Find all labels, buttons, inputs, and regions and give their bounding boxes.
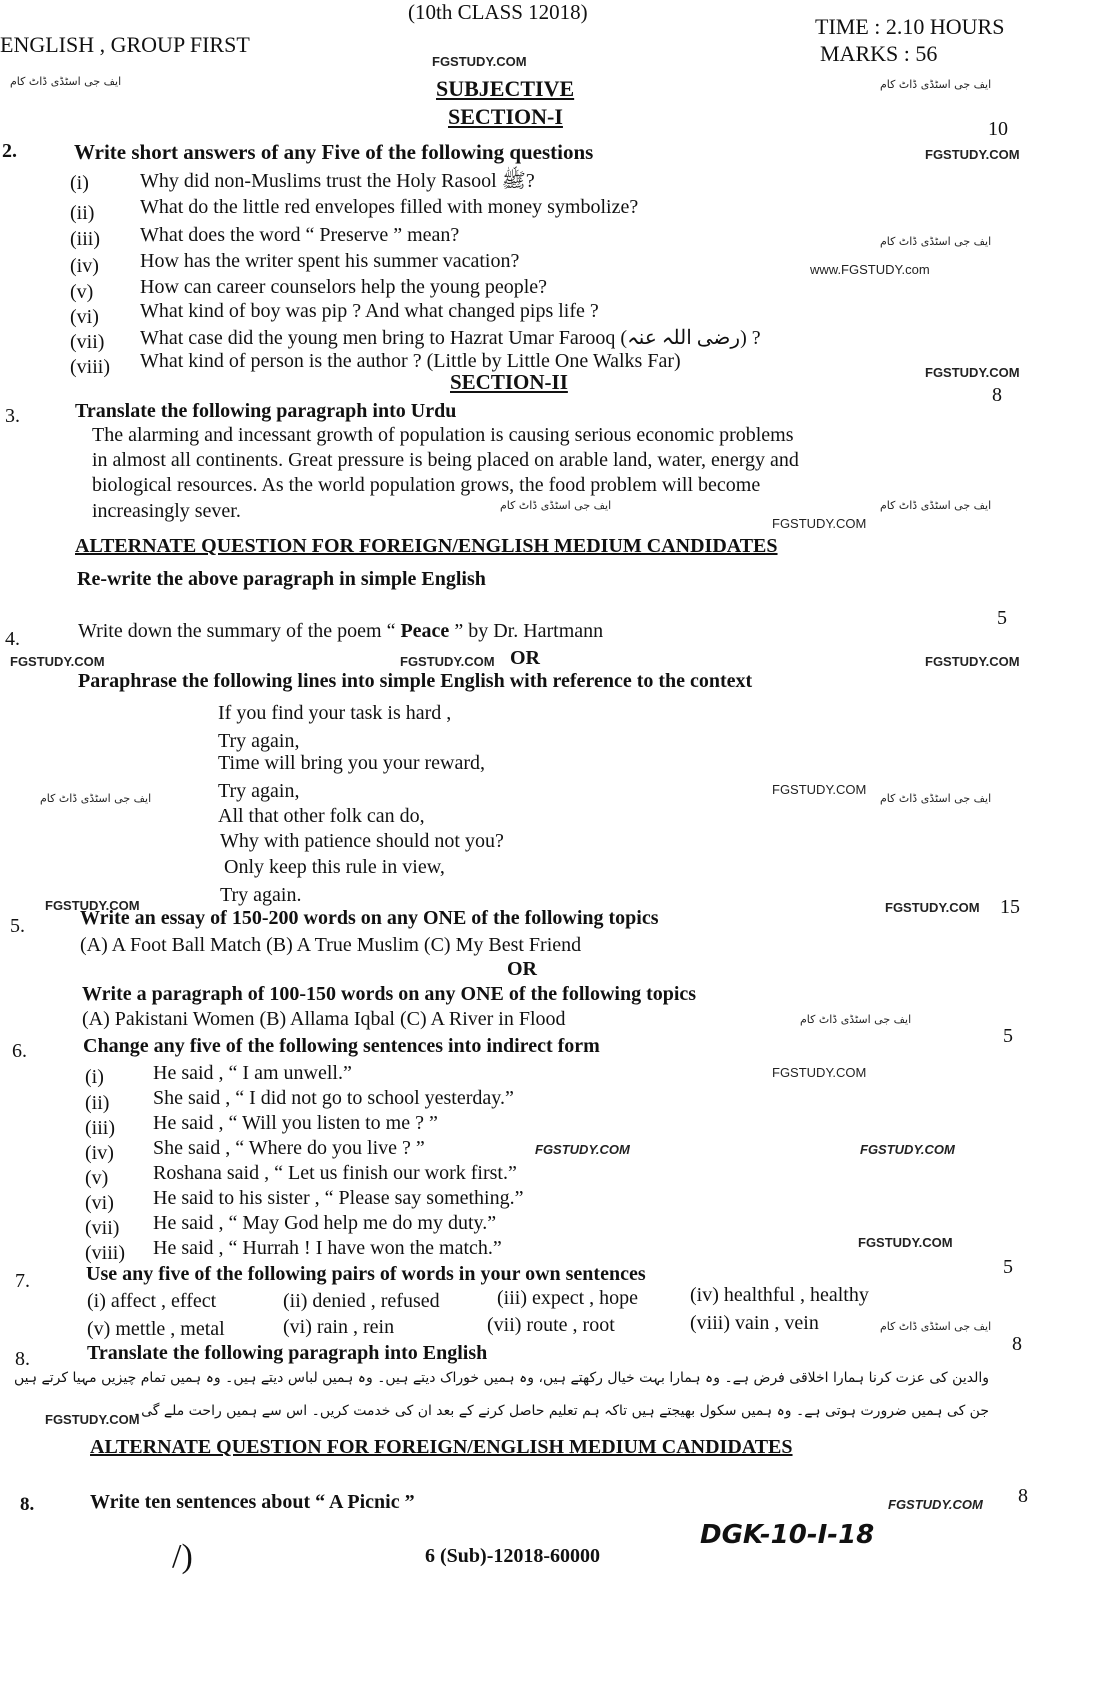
watermark: FGSTUDY.COM (858, 1235, 953, 1250)
item-number: (i) (85, 1066, 104, 1088)
q3-alternate: Re-write the above paragraph in simple English (77, 568, 486, 590)
poem-line: Time will bring you your reward, (218, 752, 486, 774)
q7-marks: 5 (1003, 1256, 1013, 1278)
item-number: (viii) (85, 1242, 125, 1264)
q7-title: Use any five of the following pairs of words in your own sentences (86, 1263, 646, 1285)
sentence-item: He said , “ Hurrah ! I have won the match.” (153, 1237, 502, 1259)
item-number: (iii) (70, 228, 100, 250)
subjective-heading: SUBJECTIVE (436, 76, 575, 101)
item-number: (vi) (85, 1192, 114, 1214)
q5-marks: 15 (1000, 896, 1020, 918)
watermark: FGSTUDY.COM (45, 1412, 140, 1427)
marks: MARKS : 56 (820, 41, 938, 66)
q5-title-2: Write a paragraph of 100-150 words on any ONE of the following topics (82, 983, 697, 1005)
essay-topics: (A) A Foot Ball Match (B) A True Muslim (C) My Best Friend (80, 934, 582, 956)
q3-marks: 8 (992, 384, 1002, 406)
watermark: FGSTUDY.COM (925, 147, 1020, 162)
item-number: (iv) (70, 255, 99, 277)
item-number: (vi) (70, 306, 99, 328)
poem-line: All that other folk can do, (218, 805, 425, 827)
q6-marks: 5 (1003, 1025, 1013, 1047)
q8-alt-marks: 8 (1018, 1485, 1028, 1507)
q2-number: 2. (2, 140, 17, 162)
watermark-urdu: ایف جی اسٹڈی ڈاٹ کام (880, 792, 992, 805)
item-number: (vii) (85, 1217, 120, 1239)
alternate-heading: ALTERNATE QUESTION FOR FOREIGN/ENGLISH MEDIUM CANDIDATES (90, 1436, 793, 1458)
question-item: What do the little red envelopes filled with money symbolize? (140, 196, 639, 218)
watermark: FGSTUDY.COM (772, 782, 867, 797)
poem-line: Try again, (218, 730, 300, 752)
watermark-urdu: ایف جی اسٹڈی ڈاٹ کام (880, 235, 992, 248)
watermark: FGSTUDY.COM (535, 1142, 630, 1157)
watermark: FGSTUDY.COM (45, 898, 140, 913)
watermark-urdu: ایف جی اسٹڈی ڈاٹ کام (10, 75, 122, 88)
watermark: www.FGSTUDY.com (810, 262, 930, 277)
paragraph-line: in almost all continents. Great pressure is being placed on arable land, water, energy and (92, 449, 799, 471)
word-pair: (i) affect , effect (87, 1290, 217, 1312)
item-number: (v) (70, 281, 94, 303)
question-item: What does the word “ Preserve ” mean? (140, 224, 460, 246)
or-separator: OR (510, 647, 540, 669)
watermark: FGSTUDY.COM (925, 365, 1020, 380)
section-2-heading: SECTION-II (450, 370, 568, 394)
q3-title: Translate the following paragraph into Urdu (75, 400, 457, 422)
q8-number: 8. (15, 1348, 30, 1370)
q4-paraphrase: Paraphrase the following lines into simple English with reference to the context (78, 670, 753, 692)
word-pair: (vii) route , root (487, 1314, 615, 1336)
sentence-item: Roshana said , “ Let us finish our work first.” (153, 1162, 517, 1184)
question-item: What case did the young men bring to Hazrat Umar Farooq (رضی اللہ عنہ) ? (140, 327, 761, 349)
question-item: How can career counselors help the young people? (140, 276, 548, 298)
q3-number: 3. (5, 405, 20, 427)
q2-marks: 10 (988, 118, 1008, 140)
q8-title: Translate the following paragraph into English (87, 1342, 488, 1364)
word-pair: (ii) denied , refused (283, 1290, 440, 1312)
q4-number: 4. (5, 628, 20, 650)
sentence-item: He said to his sister , “ Please say something.” (153, 1187, 524, 1209)
item-number: (ii) (70, 202, 95, 224)
watermark-urdu: ایف جی اسٹڈی ڈاٹ کام (500, 499, 612, 512)
word-pair: (iii) expect , hope (497, 1287, 639, 1309)
poem-line: Try again. (220, 884, 302, 906)
q5-title: Write an essay of 150-200 words on any ONE of the following topics (80, 907, 659, 929)
paragraph-line: The alarming and incessant growth of population is causing serious economic problems (92, 424, 794, 446)
poem-line: If you find your task is hard , (218, 702, 452, 724)
poem-line: Why with patience should not you? (220, 830, 504, 852)
paragraph-line: biological resources. As the world population grows, the food problem will become (92, 474, 761, 496)
section-1-heading: SECTION-I (448, 104, 563, 129)
watermark: FGSTUDY.COM (772, 1065, 867, 1080)
paper-code: 6 (Sub)-12018-60000 (425, 1545, 601, 1567)
watermark: FGSTUDY.COM (10, 654, 105, 669)
or-separator: OR (507, 958, 537, 980)
watermark-urdu: ایف جی اسٹڈی ڈاٹ کام (880, 499, 992, 512)
watermark: FGSTUDY.COM (400, 654, 495, 669)
word-pair: (vi) rain , rein (283, 1316, 395, 1338)
sentence-item: He said , “ Will you listen to me ? ” (153, 1112, 438, 1134)
item-number: (viii) (70, 356, 110, 378)
handwritten-mark: /) (172, 1538, 193, 1575)
q4-title: Write down the summary of the poem “ Peace ” by Dr. Hartmann (78, 620, 604, 642)
item-number: (i) (70, 172, 89, 194)
paragraph-topics: (A) Pakistani Women (B) Allama Iqbal (C) A River in Flood (82, 1008, 566, 1030)
poem-line: Try again, (218, 780, 300, 802)
watermark: FGSTUDY.COM (925, 654, 1020, 669)
q8-marks: 8 (1012, 1333, 1022, 1355)
q7-number: 7. (15, 1270, 30, 1292)
word-pair: (viii) vain , vein (690, 1312, 819, 1334)
item-number: (iii) (85, 1117, 115, 1139)
time: TIME : 2.10 HOURS (815, 14, 1005, 39)
sentence-item: He said , “ I am unwell.” (153, 1062, 352, 1084)
watermark-urdu: ایف جی اسٹڈی ڈاٹ کام (880, 1320, 992, 1333)
watermark-urdu: ایف جی اسٹڈی ڈاٹ کام (880, 78, 992, 91)
watermark: FGSTUDY.COM (885, 900, 980, 915)
question-item: Why did non-Muslims trust the Holy Rasool ﷺ? (140, 170, 535, 192)
watermark: FGSTUDY.COM (432, 54, 527, 69)
q5-number: 5. (10, 915, 25, 937)
watermark: FGSTUDY.COM (888, 1497, 983, 1512)
q2-title: Write short answers of any Five of the following questions (74, 140, 594, 164)
sentence-item: He said , “ May God help me do my duty.” (153, 1212, 497, 1234)
paragraph-line: increasingly sever. (92, 500, 241, 522)
word-pair: (iv) healthful , healthy (690, 1284, 869, 1306)
handwritten-code: DGK-10-I-18 (700, 1520, 875, 1550)
word-pair: (v) mettle , metal (87, 1318, 225, 1340)
watermark-urdu: ایف جی اسٹڈی ڈاٹ کام (800, 1013, 912, 1026)
item-number: (ii) (85, 1092, 110, 1114)
urdu-paragraph-line: جن کی ہمیں ضرورت ہوتی ہے۔ وہ ہمیں سکول بھیجتے ہیں تاکہ ہم تعلیم حاصل کرنے کے بعد ان کی خدمت کریں۔ اس سے ہمیں راحت ملے گی۔ (132, 1403, 989, 1419)
alternate-heading: ALTERNATE QUESTION FOR FOREIGN/ENGLISH MEDIUM CANDIDATES (75, 535, 778, 557)
watermark: FGSTUDY.COM (772, 516, 867, 531)
class-header: (10th CLASS 12018) (408, 0, 588, 24)
sentence-item: She said , “ Where do you live ? ” (153, 1137, 425, 1159)
urdu-paragraph-line: والدین کی عزت کرنا ہمارا اخلاقی فرض ہے۔ وہ ہمارا بہت خیال رکھتے ہیں، وہ ہمیں خوراک دیتے ہیں۔ وہ ہمیں لباس دیتے ہیں۔ وہ ہمیں تمام چیزیں مہیا کرتے ہیں (13, 1370, 989, 1386)
item-number: (v) (85, 1167, 109, 1189)
q8-alt-number: 8. (20, 1494, 35, 1515)
q6-number: 6. (12, 1040, 27, 1062)
sentence-item: She said , “ I did not go to school yesterday.” (153, 1087, 514, 1109)
item-number: (vii) (70, 331, 105, 353)
q6-title: Change any five of the following sentences into indirect form (83, 1035, 600, 1057)
question-item: What kind of boy was pip ? And what changed pips life ? (140, 300, 599, 322)
question-item: How has the writer spent his summer vacation? (140, 250, 520, 272)
item-number: (iv) (85, 1142, 114, 1164)
question-item: What kind of person is the author ? (Little by Little One Walks Far) (140, 350, 681, 372)
q4-marks: 5 (997, 607, 1007, 629)
subject-title: ENGLISH , GROUP FIRST (0, 32, 250, 57)
watermark-urdu: ایف جی اسٹڈی ڈاٹ کام (40, 792, 152, 805)
watermark: FGSTUDY.COM (860, 1142, 955, 1157)
q8-alternate: Write ten sentences about “ A Picnic ” (90, 1491, 415, 1513)
poem-line: Only keep this rule in view, (224, 856, 445, 878)
